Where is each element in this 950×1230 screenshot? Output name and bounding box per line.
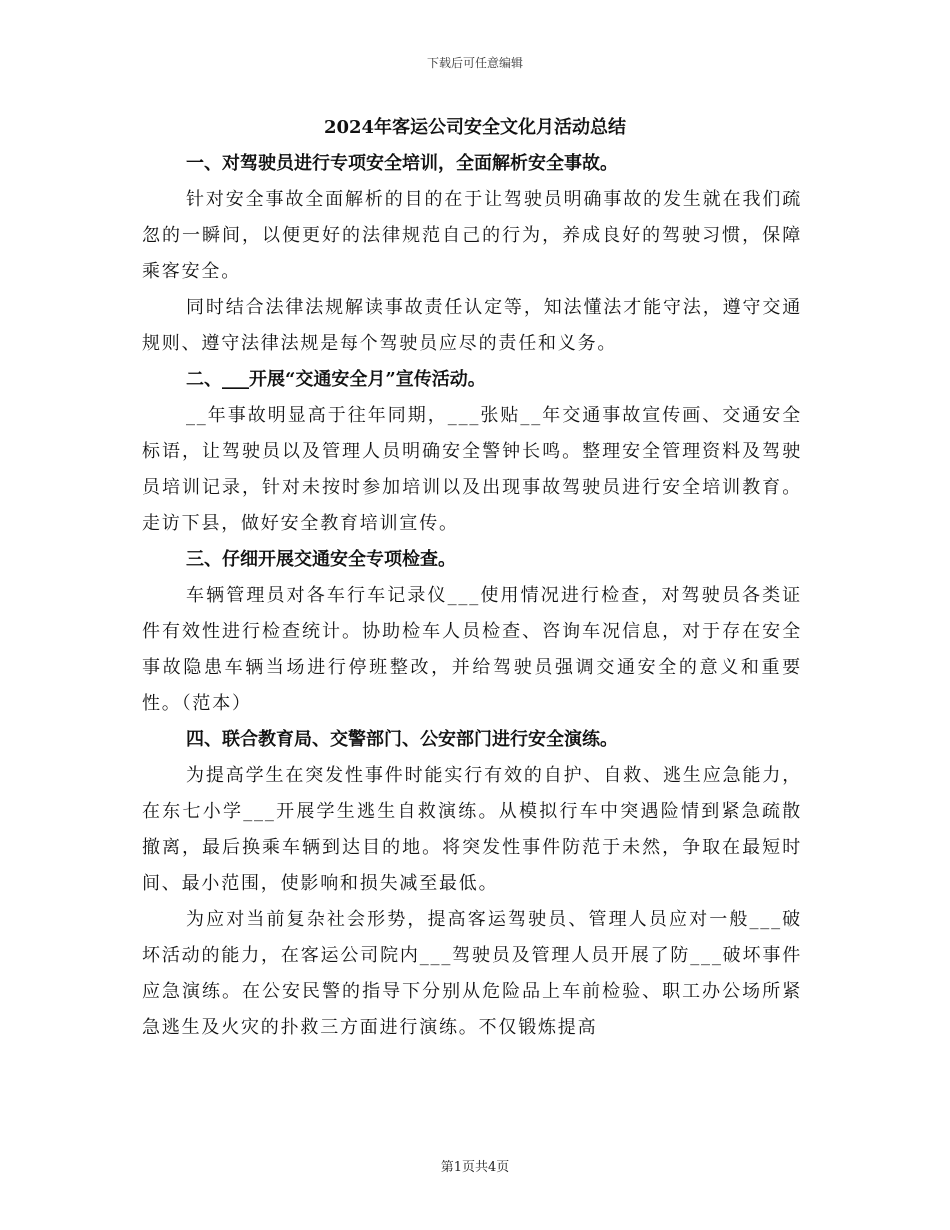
paragraph: 同时结合法律法规解读事故责任认定等，知法懂法才能守法，遵守交通规则、遵守法律法规是每个驾驶员应尽的责任和义务。 [142, 297, 802, 354]
paragraph: 针对安全事故全面解析的目的在于让驾驶员明确事故的发生就在我们疏忽的一瞬间，以便更好的法律规范自己的行为，养成良好的驾驶习惯，保障乘客安全。 [142, 189, 802, 282]
section-heading: 二、___开展“交通安全月”宣传活动。 [186, 369, 486, 390]
paragraph: 为提高学生在突发性事件时能实行有效的自护、自救、逃生应急能力，在东七小学___开展学生逃生自救演练。从模拟行车中突遇险情到紧急疏散撤离，最后换乘车辆到达目的地。将突发性事件防范于未然，争取在最短时间、最小范围，使影响和损失减至最低。 [142, 765, 802, 894]
section-3 [142, 542, 802, 722]
paragraph: 为应对当前复杂社会形势，提高客运驾驶员、管理人员应对一般___破坏活动的能力，在客运公司院内___驾驶员及管理人员开展了防___破坏事件应急演练。在公安民警的指导下分别从危险品上车前检验、职工办公场所紧急逃生及火灾的扑救三方面进行演练。不仅锻炼提高 [142, 909, 802, 1038]
paragraph: 车辆管理员对各车行车记录仪___使用情况进行检查，对驾驶员各类证件有效性进行检查统计。协助检车人员检查、咨询车况信息，对于存在安全事故隐患车辆当场进行停班整改，并给驾驶员强调交通安全的意义和重要性。（范本） [142, 585, 802, 714]
header-note: 下载后可任意编辑 [426, 56, 523, 70]
page-title: 2024年客运公司安全文化月活动总结 [323, 117, 627, 138]
section-heading: 四、联合教育局、交警部门、公安部门进行安全演练。 [186, 729, 618, 750]
section-heading: 三、仔细开展交通安全专项检查。 [186, 549, 456, 570]
section-1 [142, 146, 802, 362]
section-2 [142, 362, 802, 542]
document-body [142, 146, 802, 1046]
section-4 [142, 722, 802, 1046]
paragraph: __年事故明显高于往年同期，___张贴__年交通事故宣传画、交通安全标语，让驾驶员以及管理人员明确安全警钟长鸣。整理安全管理资料及驾驶员培训记录，针对未按时参加培训以及出现事故驾驶员进行安全培训教育。走访下县，做好安全教育培训宣传。 [142, 405, 802, 534]
section-heading: 一、对驾驶员进行专项安全培训，全面解析安全事故。 [186, 153, 618, 174]
page-number: 第1页共4页 [440, 1160, 510, 1175]
